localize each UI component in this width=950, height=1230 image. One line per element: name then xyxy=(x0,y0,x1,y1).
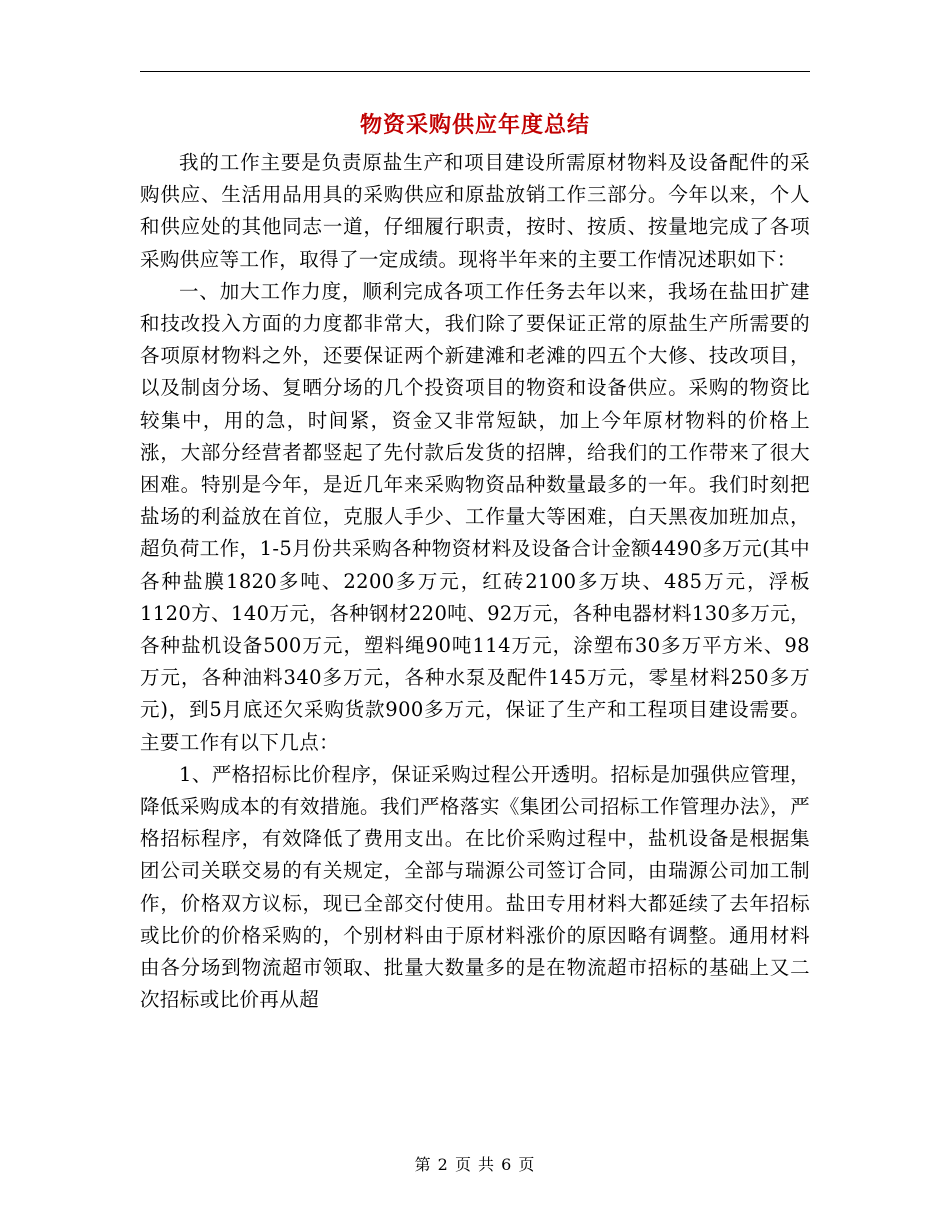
paragraph-section-one: 一、加大工作力度，顺利完成各项工作任务去年以来，我场在盐田扩建和技改投入方面的力度都非常大，我们除了要保证正常的原盐生产所需要的各项原材物料之外，还要保证两个新建滩和老滩的四五个大修、技改项目，以及制卤分场、复晒分场的几个投资项目的物资和设备供应。采购的物资比较集中，用的急，时间紧，资金又非常短缺，加上今年原材物料的价格上涨，大部分经营者都竖起了先付款后发货的招牌，给我们的工作带来了很大困难。特别是今年，是近几年来采购物资品种数量最多的一年。我们时刻把盐场的利益放在首位，克服人手少、工作量大等困难，白天黑夜加班加点，超负荷工作，1-5月份共采购各种物资材料及设备合计金额4490多万元(其中各种盐膜1820多吨、2200多万元，红砖2100多万块、485万元，浮板1120方、140万元，各种钢材220吨、92万元，各种电器材料130多万元，各种盐机设备500万元，塑料绳90吨114万元，涂塑布30多万平方米、98万元，各种油料340多万元，各种水泵及配件145万元，零星材料250多万元)，到5月底还欠采购货款900多万元，保证了生产和工程项目建设需要。主要工作有以下几点： xyxy=(140,279,810,754)
header-rule xyxy=(140,71,810,72)
document-title: 物资采购供应年度总结 xyxy=(359,112,590,138)
paragraph-point-one: 1、严格招标比价程序，保证采购过程公开透明。招标是加强供应管理，降低采购成本的有效措施。我们严格落实《集团公司招标工作管理办法》，严格招标程序，有效降低了费用支出。在比价采购过程中，盐机设备是根据集团公司关联交易的有关规定，全部与瑞源公司签订合同，由瑞源公司加工制作，价格双方议标，现已全部交付使用。盐田专用材料大都延续了去年招标或比价的价格采购的，个别材料由于原材料涨价的原因略有调整。通用材料由各分场到物流超市领取、批量大数量多的是在物流超市招标的基础上又二次招标或比价再从超 xyxy=(140,762,810,1012)
document-body xyxy=(140,147,810,1016)
page-number-footer: 第 2 页 共 6 页 xyxy=(414,1155,536,1174)
paragraph-intro: 我的工作主要是负责原盐生产和项目建设所需原材物料及设备配件的采购供应、生活用品用具的采购供应和原盐放销工作三部分。今年以来，个人和供应处的其他同志一道，仔细履行职责，按时、按质、按量地完成了各项采购供应等工作，取得了一定成绩。现将半年来的主要工作情况述职如下： xyxy=(140,151,810,271)
